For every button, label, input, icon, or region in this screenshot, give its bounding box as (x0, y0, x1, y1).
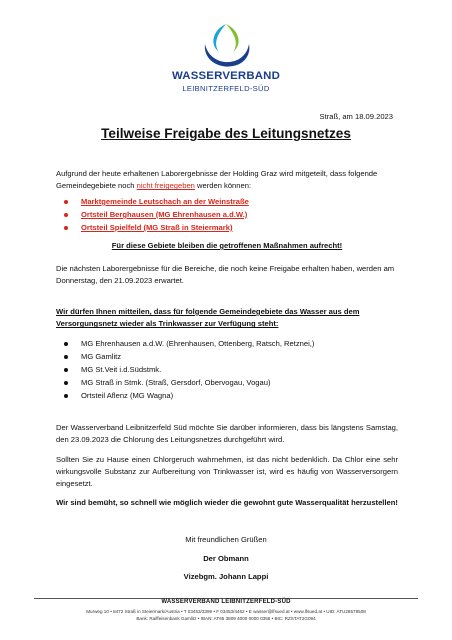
chlorination-paragraph: Der Wasserverband Leibnitzerfeld Süd möchte Sie darüber informieren, dass bis längstens Samstag, den 23.09.2023 die Chlorung des Leitungsnetzes durchgeführt wird. (56, 423, 398, 445)
not-released-highlight: nicht freigegeben (136, 181, 195, 191)
signer-title: Der Obmann (203, 554, 249, 563)
org-subtitle: LEIBNITZERFELD-SÜD (182, 84, 270, 93)
intro-text-1: Aufgrund der heute erhaltenen Laborergebnisse der Holding Graz wird mitgeteilt, dass folgende Gemeindegebiete noch (56, 169, 378, 191)
measures-notice: Für diese Gebiete bleiben die getroffenen Maßnahmen aufrecht! (111, 241, 343, 250)
letter-title: Teilweise Freigabe des Leitungsnetzes (101, 126, 351, 141)
bullet-icon (64, 394, 68, 398)
footer-contact: Murweg 10 • 8472 Straß in Steiermark/Austria • T 03453/3399 • F 03453/4462 • E wasser@lfsued.at • www.lfsued.at • UID: ATU28578508 (86, 609, 366, 614)
list-item: MG Gamlitz (56, 350, 314, 363)
list-item: MG St.Veit i.d.Südstmk. (56, 363, 314, 376)
letter-date: Straß, am 18.09.2023 (319, 112, 393, 121)
list-item: Marktgemeinde Leutschach an der Weinstraße (56, 195, 249, 208)
next-results-paragraph: Die nächsten Laborergebnisse für die Bereiche, die noch keine Freigabe erhalten haben, werden am Donnerstag, den 21.09.2023 erwartet. (56, 264, 395, 286)
release-heading: Wir dürfen Ihnen mitteilen, dass für folgende Gemeindegebiete das Wasser aus dem Versorgungsnetz wieder als Trinkwasser zur Verfügung steht: (56, 307, 360, 329)
org-name: WASSERVERBAND (171, 70, 281, 82)
not-released-list (56, 195, 249, 234)
waterverband-logo-icon (199, 22, 253, 70)
greeting: Mit freundlichen Grüßen (185, 535, 267, 544)
released-list (56, 337, 314, 402)
footer-bank: Bank: Raiffeisenbank Gamlitz • IBAN: AT65 3809 4000 0000 0356 • BIC: RZSTAT2G094 (136, 616, 316, 621)
intro-paragraph (56, 168, 398, 192)
list-item: Ortsteil Aflenz (MG Wagna) (56, 389, 314, 402)
chlorine-smell-paragraph: Sollten Sie zu Hause einen Chlorgeruch wahrnehmen, ist das nicht bedenklich. Da Chlor eine sehr wirkungsvolle Substanz zur Aufbereitung von Trinkwasser ist, wird es häufig von Wasserversorgern eingesetzt. (56, 455, 398, 489)
list-item: MG Straß in Stmk. (Straß, Gersdorf, Obervogau, Vogau) (56, 376, 314, 389)
bullet-icon (64, 200, 68, 204)
bullet-icon (64, 213, 68, 217)
closing-statement: Wir sind bemüht, so schnell wie möglich wieder die gewohnt gute Wasserqualität herzustellen! (56, 498, 398, 507)
bullet-icon (64, 368, 68, 372)
signer-name: Vizebgm. Johann Lappi (183, 572, 269, 581)
footer-org-name: WASSERVERBAND LEIBNITZERFELD-SÜD (161, 599, 291, 605)
bullet-icon (64, 342, 68, 346)
intro-text-2: werden können: (194, 181, 252, 191)
bullet-icon (64, 226, 68, 230)
list-item: Ortsteil Spielfeld (MG Straß in Steiermark) (56, 221, 249, 234)
bullet-icon (64, 355, 68, 359)
list-item: MG Ehrenhausen a.d.W. (Ehrenhausen, Ottenberg, Ratsch, Retznei,) (56, 337, 314, 350)
bullet-icon (64, 381, 68, 385)
list-item: Ortsteil Berghausen (MG Ehrenhausen a.d.W.) (56, 208, 249, 221)
